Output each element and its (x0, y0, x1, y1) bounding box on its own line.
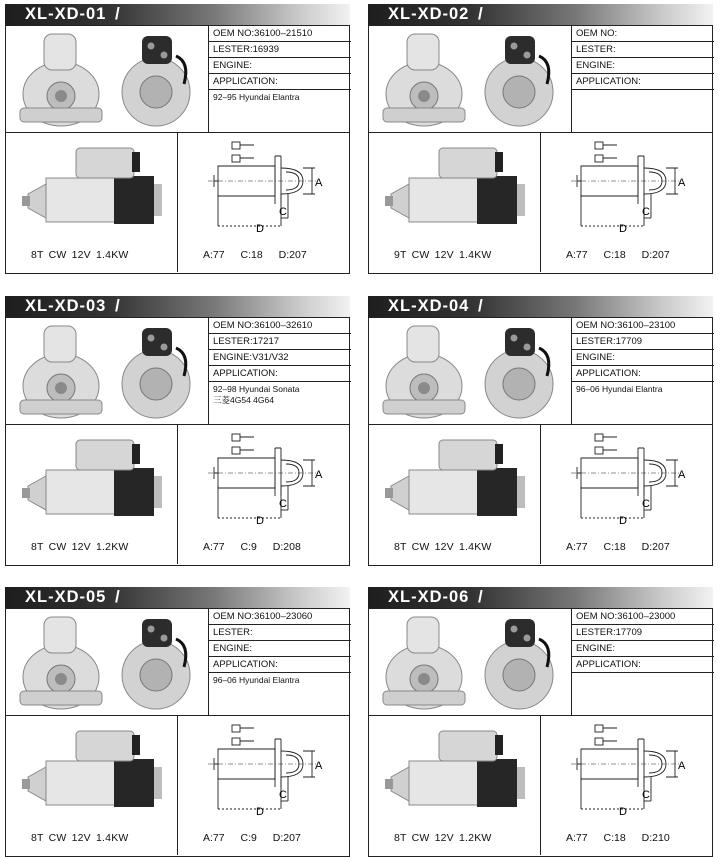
dimension-values (566, 249, 670, 261)
motor-spec: 8T CW 12V 1.4KW (31, 249, 129, 261)
header-slash: / (115, 587, 120, 606)
header-slash: / (478, 296, 483, 315)
starter-front-photo-icon (383, 617, 465, 709)
dim-letter-a: A (315, 760, 323, 772)
engine-row: ENGINE: (572, 350, 714, 366)
dimension-values (566, 541, 670, 553)
oem-row: OEM NO:36100–23060 (209, 609, 351, 625)
dim-c-value: C:18 (603, 541, 626, 553)
dimension-values (203, 832, 301, 844)
starter-front-photo-icon (20, 326, 102, 418)
dim-letter-a: A (678, 760, 686, 772)
application-line: 三菱4G54 4G64 (213, 395, 274, 405)
starter-rear-photo-icon (122, 619, 190, 709)
oem-row: OEM NO:36100–23000 (572, 609, 714, 625)
dim-letter-d: D (256, 806, 264, 818)
starter-side-photo-icon (369, 134, 539, 244)
header-slash: / (115, 4, 120, 23)
dim-a-value: A:77 (566, 832, 588, 844)
application-row: APPLICATION: (209, 657, 351, 673)
starter-front-photo-icon (383, 34, 465, 126)
dimension-drawing (178, 717, 348, 825)
motor-spec: 9T CW 12V 1.4KW (394, 249, 492, 261)
starter-photos (6, 609, 208, 716)
starter-photos (369, 609, 571, 716)
starter-rear-photo-icon (122, 328, 190, 418)
product-code: XL-XD-05 (25, 588, 107, 606)
product-card (368, 296, 713, 566)
header-slash: / (478, 4, 483, 23)
dim-letter-c: C (642, 789, 650, 801)
dim-letter-c: C (279, 206, 287, 218)
oem-row: OEM NO:36100–23100 (572, 318, 714, 334)
engine-row: ENGINE: (209, 58, 351, 74)
card-header (368, 296, 713, 317)
product-code: XL-XD-02 (388, 5, 470, 23)
application-line: 96–06 Hyundai Elantra (576, 384, 663, 394)
card-header (5, 296, 350, 317)
dimension-drawing (541, 134, 711, 242)
starter-side-photo-icon (369, 426, 539, 536)
dim-letter-c: C (279, 498, 287, 510)
card-header (368, 587, 713, 608)
lester-row: LESTER: (209, 625, 351, 641)
dim-c-value: C:18 (603, 249, 626, 261)
card-header (368, 4, 713, 25)
dim-a-value: A:77 (566, 249, 588, 261)
card-header (5, 587, 350, 608)
dim-a-value: A:77 (203, 249, 225, 261)
dim-letter-a: A (315, 469, 323, 481)
dimension-values (203, 541, 301, 553)
engine-row: ENGINE: (572, 641, 714, 657)
oem-row: OEM NO:36100–32610 (209, 318, 351, 334)
lester-row: LESTER:16939 (209, 42, 351, 58)
lester-row: LESTER:17709 (572, 334, 714, 350)
dimension-values (566, 832, 670, 844)
application-text (209, 90, 351, 103)
dim-letter-d: D (619, 515, 627, 527)
product-code: XL-XD-03 (25, 297, 107, 315)
application-row: APPLICATION: (572, 74, 714, 90)
dim-c-value: C:9 (240, 832, 257, 844)
motor-spec: 8T CW 12V 1.2KW (394, 832, 492, 844)
dim-a-value: A:77 (203, 541, 225, 553)
dim-letter-c: C (642, 206, 650, 218)
engine-row: ENGINE:V31/V32 (209, 350, 351, 366)
motor-spec: 8T CW 12V 1.4KW (31, 832, 129, 844)
dim-letter-a: A (315, 177, 323, 189)
starter-photos (6, 26, 208, 133)
dim-letter-d: D (619, 806, 627, 818)
spec-table (571, 26, 714, 132)
application-line: 92–95 Hyundai Elantra (213, 92, 300, 102)
starter-photos (6, 318, 208, 425)
starter-rear-photo-icon (485, 619, 553, 709)
starter-front-photo-icon (383, 326, 465, 418)
dim-a-value: A:77 (203, 832, 225, 844)
dim-c-value: C:18 (603, 832, 626, 844)
dim-c-value: C:9 (240, 541, 257, 553)
application-line: 92–98 Hyundai Sonata (213, 384, 300, 394)
application-line: 96–06 Hyundai Elantra (213, 675, 300, 685)
application-row: APPLICATION: (209, 74, 351, 90)
starter-side-photo-icon (6, 717, 176, 827)
dim-d-value: D:207 (641, 249, 670, 261)
dim-letter-d: D (619, 223, 627, 235)
dim-letter-c: C (642, 498, 650, 510)
oem-row: OEM NO:36100–21510 (209, 26, 351, 42)
product-card (5, 587, 350, 857)
dim-letter-c: C (279, 789, 287, 801)
spec-table (571, 609, 714, 715)
engine-row: ENGINE: (572, 58, 714, 74)
dim-d-value: D:207 (278, 249, 307, 261)
spec-table (571, 318, 714, 424)
product-code: XL-XD-01 (25, 5, 107, 23)
dimension-drawing (178, 426, 348, 534)
lester-row: LESTER:17709 (572, 625, 714, 641)
motor-spec: 8T CW 12V 1.2KW (31, 541, 129, 553)
product-card (5, 296, 350, 566)
starter-front-photo-icon (20, 617, 102, 709)
product-code: XL-XD-04 (388, 297, 470, 315)
dim-letter-a: A (678, 469, 686, 481)
starter-rear-photo-icon (122, 36, 190, 126)
dim-letter-d: D (256, 515, 264, 527)
application-text (572, 382, 714, 395)
dimension-drawing (541, 717, 711, 825)
application-row: APPLICATION: (572, 657, 714, 673)
lester-row: LESTER: (572, 42, 714, 58)
dim-c-value: C:18 (240, 249, 263, 261)
product-card (368, 4, 713, 274)
application-text (209, 673, 351, 686)
dim-d-value: D:210 (641, 832, 670, 844)
starter-photos (369, 318, 571, 425)
spec-table (208, 26, 351, 132)
lester-row: LESTER:17217 (209, 334, 351, 350)
spec-table (208, 609, 351, 715)
application-text (209, 382, 351, 406)
spec-table (208, 318, 351, 424)
starter-side-photo-icon (6, 426, 176, 536)
dim-a-value: A:77 (566, 541, 588, 553)
dimension-drawing (178, 134, 348, 242)
starter-photos (369, 26, 571, 133)
application-text (572, 90, 714, 92)
product-card (368, 587, 713, 857)
header-slash: / (115, 296, 120, 315)
starter-rear-photo-icon (485, 36, 553, 126)
starter-rear-photo-icon (485, 328, 553, 418)
application-row: APPLICATION: (209, 366, 351, 382)
product-code: XL-XD-06 (388, 588, 470, 606)
application-row: APPLICATION: (572, 366, 714, 382)
dimension-values (203, 249, 307, 261)
starter-front-photo-icon (20, 34, 102, 126)
header-slash: / (478, 587, 483, 606)
oem-row: OEM NO: (572, 26, 714, 42)
card-header (5, 4, 350, 25)
application-text (572, 673, 714, 675)
dim-letter-a: A (678, 177, 686, 189)
dim-letter-d: D (256, 223, 264, 235)
dim-d-value: D:208 (272, 541, 301, 553)
dimension-drawing (541, 426, 711, 534)
engine-row: ENGINE: (209, 641, 351, 657)
motor-spec: 8T CW 12V 1.4KW (394, 541, 492, 553)
product-card (5, 4, 350, 274)
starter-side-photo-icon (369, 717, 539, 827)
starter-side-photo-icon (6, 134, 176, 244)
dim-d-value: D:207 (641, 541, 670, 553)
dim-d-value: D:207 (272, 832, 301, 844)
